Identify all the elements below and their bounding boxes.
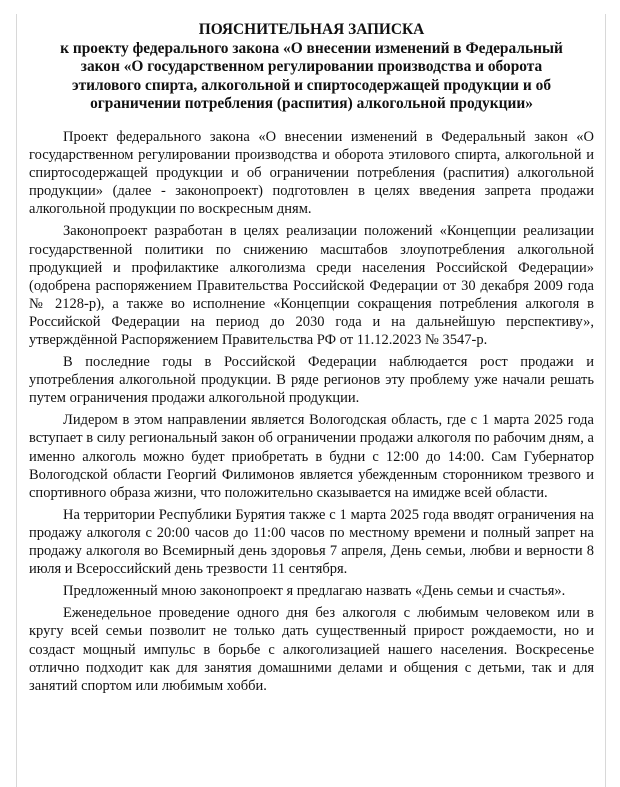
document-body — [29, 128, 594, 695]
paragraph-trends: В последние годы в Российской Федерации наблюдается рост продажи и употребления алкогольной продукции. В ряде регионов эту проблему уже начали решать путем ограничения продажи алкогольной продукции. — [29, 354, 594, 407]
paragraph-name-proposal: Предложенный мною законопроект я предлагаю назвать «День семьи и счастья». — [63, 583, 566, 600]
paragraph-buryatia: На территории Республики Бурятия также с 1 марта 2025 года вводят ограничения на продажу алкоголя с 20:00 часов до 11:00 часов по местному времени и полный запрет на продажу алкоголя во Всемирный день здоровья 7 апреля, День семьи, любви и верности 8 июля и Всероссийский день трезвости 11 сентября. — [29, 506, 594, 578]
paragraph-benefits: Еженедельное проведение одного дня без алкоголя с любимым человеком или в кругу всей семьи позволит не только дать существенный прирост рождаемости, но и создаст мощный импульс в борьбе с алкоголизацией нашего населения. Воскресенье отлично подходит как для занятия домашними делами и общения с детьми, так и для занятий спортом или любимым хобби. — [29, 605, 594, 694]
heading-line: закон «О государственном регулировании производства и оборота — [80, 58, 543, 76]
paragraph-vologda: Лидером в этом направлении является Вологодская область, где с 1 марта 2025 года вступает в силу региональный закон об ограничении продажи алкоголя по рабочим дням, а именно алкоголь можно будет приобретать в будни с 12:00 до 14:00. Сам Губернатор Вологодской области Георгий Филимонов является убежденным сторонником трезвого и спортивного образа жизни, что положительно сказывается на имидже всей области. — [29, 412, 594, 501]
heading-line: к проекту федерального закона «О внесении изменений в Федеральный — [60, 39, 563, 57]
paragraph-purpose: Проект федерального закона «О внесении изменений в Федеральный закон «О государственном регулировании производства и оборота этилового спирта, алкогольной и спиртосодержащей продукции и об ограничении потребления (распития) алкогольной продукции» (далее - законопроект) подготовлен в целях введения запрета продажи алкогольной продукции по воскресным дням. — [29, 128, 594, 218]
document-page — [16, 14, 606, 787]
heading-title: ПОЯСНИТЕЛЬНАЯ ЗАПИСКА — [198, 21, 425, 38]
document-heading — [41, 21, 582, 114]
heading-line: ограничении потребления (распития) алкогольной продукции» — [90, 95, 533, 113]
heading-line: этилового спирта, алкогольной и спиртосодержащей продукции и об — [71, 76, 552, 94]
paragraph-concepts: Законопроект разработан в целях реализации положений «Концепции реализации государственной политики по снижению масштабов злоупотребления алкогольной продукцией и профилактике алкоголизма среди населения Российской Федерации» (одобрена распоряжением Правительства Российской Федерации от 30 декабря 2009 года № 2128-р), а также во исполнение «Концепции сокращения потребления алкоголя в Российской Федерации на период до 2030 года и на дальнейшую перспективу», утверждённой Распоряжением Правительства РФ от 11.12.2023 № 3547-р. — [29, 223, 594, 348]
